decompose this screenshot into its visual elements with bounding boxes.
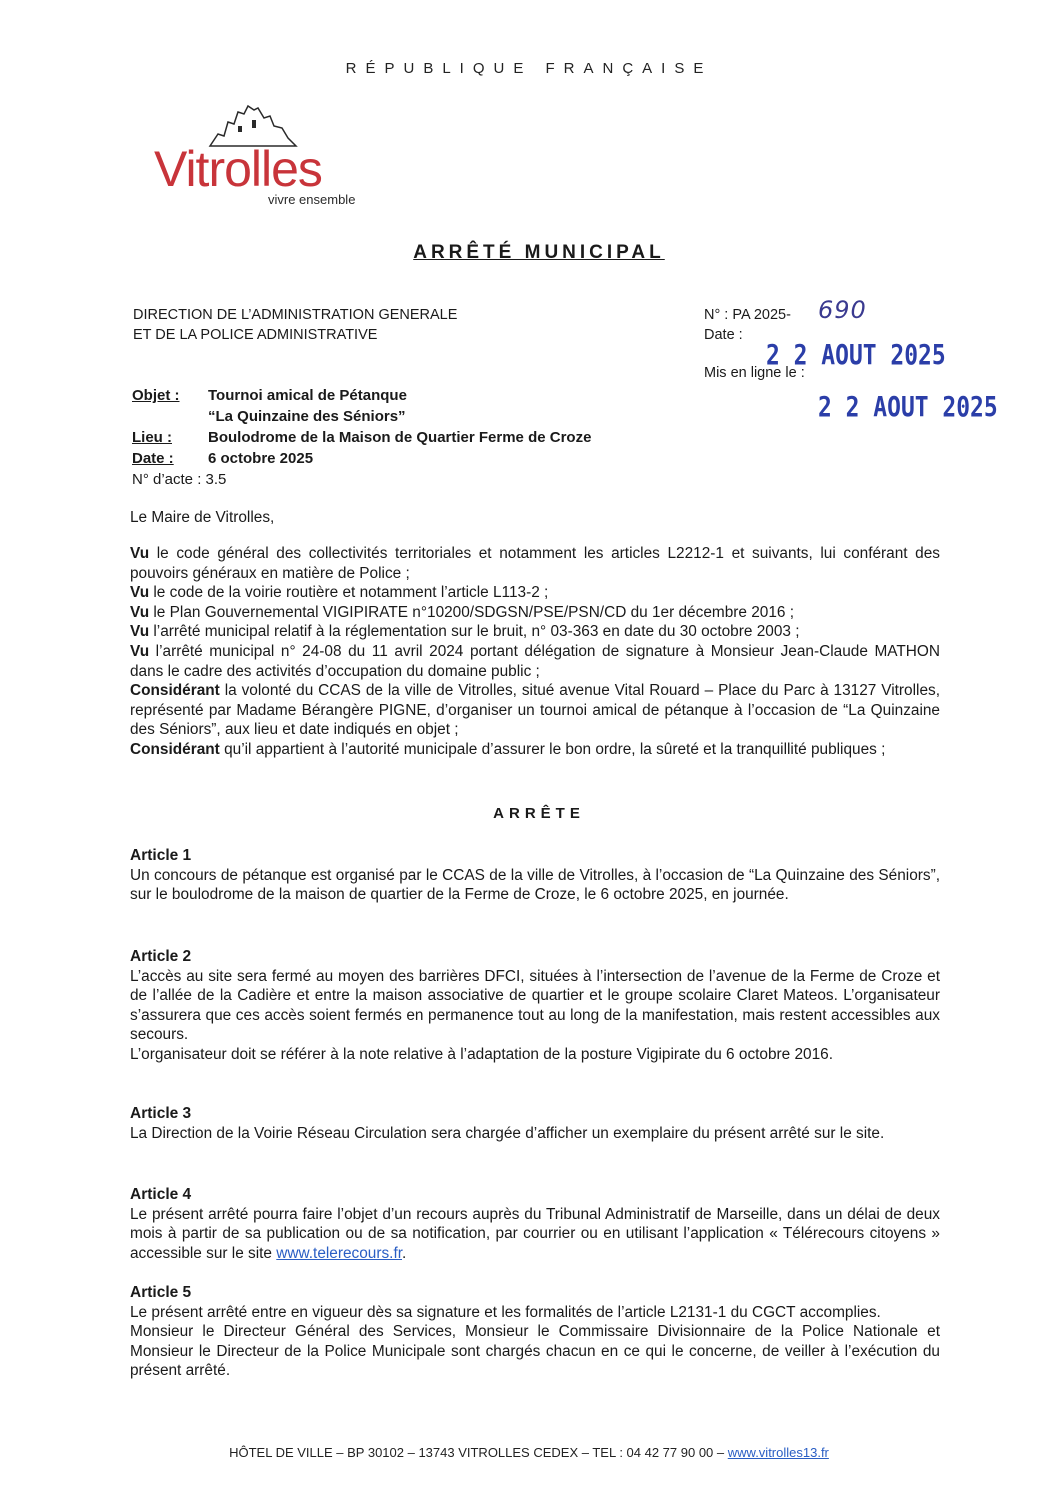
objet-label: Objet : [132, 387, 180, 404]
consideration: Vu le Plan Gouvernemental VIGIPIRATE n°10200/SDGSN/PSE/PSN/CD du 1er décembre 2016 ; [130, 603, 795, 621]
article-2 [130, 947, 940, 1065]
article-title: Article 2 [130, 948, 192, 965]
article-paragraph: Un concours de pétanque est organisé par le CCAS de la ville de Vitrolles, à l’occasion de “La Quinzaine des Séniors”, sur le boulodrome de la maison de quartier de la Ferme de Croze, le 6 octobre 2025, en journée. [130, 866, 940, 904]
telerecours-link[interactable]: www.telerecours.fr [276, 1244, 403, 1262]
consideration: Vu l’arrêté municipal n° 24-08 du 11 avril 2024 portant délégation de signature à Monsieur Jean-Claude MATHON dans le cadre des activités d’occupation du domaine public ; [130, 642, 940, 680]
vitrolles-website-link[interactable]: www.vitrolles13.fr [727, 1445, 829, 1460]
article-title: Article 3 [130, 1105, 192, 1122]
article-paragraph: Le présent arrêté entre en vigueur dès sa signature et les formalités de l’article L2131-1 du CGCT accomplies. [130, 1303, 881, 1321]
vitrolles-logo [150, 104, 410, 207]
footer-address: HÔTEL DE VILLE – BP 30102 – 13743 VITROLLES CEDEX – TEL : 04 42 77 90 00 – [229, 1445, 728, 1460]
republique-header: RÉPUBLIQUE FRANÇAISE [345, 60, 713, 77]
reference-date-label: Date : [704, 327, 743, 343]
objet-value: Tournoi amical de Pétanque [208, 387, 407, 404]
article-paragraph: L’organisateur doit se référer à la note relative à l’adaptation de la posture Vigipirate du 6 octobre 2016. [130, 1045, 834, 1063]
date-stamp: 2 2 AOUT 2025 [766, 338, 946, 371]
intro-line [130, 508, 940, 528]
article-1 [130, 846, 940, 905]
article-3 [130, 1104, 940, 1143]
article-paragraph: Le présent arrêté pourra faire l’objet d’un recours auprès du Tribunal Administratif de Marseille, dans un délai de deux mois à partir de sa publication ou de sa notification, par courrier ou en utilisant l’application « Télérecours citoyens » accessible sur le site www.telerecours.fr. [130, 1205, 940, 1262]
article-paragraph: L’accès au site sera fermé au moyen des barrières DFCI, situées à l’intersection de l’avenue de la Ferme de Croze et de l’allée de la Cadière et entre la maison associative de quartier et le groupe scolaire Claret Mateos. L’organisateur s’assurera que ces accès soient fermés en permanence tout au long de la manifestation, mais restent accessibles aux secours. [130, 967, 940, 1044]
direction-block [133, 305, 457, 345]
considerations-block [130, 544, 940, 760]
lieu-value: Boulodrome de la Maison de Quartier Ferme de Croze [208, 429, 592, 446]
arrete-heading: ARRÊTE [493, 805, 585, 822]
lieu-label: Lieu : [132, 429, 172, 446]
date-label: Date : [132, 450, 174, 467]
article-paragraph: Monsieur le Directeur Général des Services, Monsieur le Commissaire Divisionnaire de la Police Nationale et Monsieur le Directeur de la Police Municipale sont chargés chacun en ce qui le concerne, de veiller à l’exécution du présent arrêté. [130, 1323, 940, 1380]
consideration: Vu le code général des collectivités territoriales et notamment les articles L2212-1 et suivants, lui conférant des pouvoirs généraux en matière de Police ; [130, 545, 940, 582]
consideration: Considérant la volonté du CCAS de la ville de Vitrolles, situé avenue Vital Rouard – Place du Parc à 13127 Vitrolles, représenté par Madame Bérangère PIGNE, d’organiser un tournoi amical de pétanque à l’occasion de “La Quinzaine des Séniors”, aux lieu et date indiqués en objet ; [130, 682, 940, 739]
reference-number-label: N° : PA 2025- [704, 307, 791, 323]
article-4 [130, 1185, 940, 1263]
date-value: 6 octobre 2025 [208, 450, 314, 467]
subject-block [132, 385, 591, 490]
logo-tagline: vivre ensemble [268, 192, 356, 207]
acte-number: N° d’acte : 3.5 [132, 471, 227, 488]
handwritten-number: 690 [818, 296, 867, 324]
consideration: Vu l’arrêté municipal relatif à la réglementation sur le bruit, n° 03-363 en date du 30 octobre 2003 ; [130, 623, 800, 641]
article-title: Article 5 [130, 1284, 192, 1301]
footer [0, 1445, 1058, 1460]
document-title: ARRÊTÉ MUNICIPAL [413, 242, 665, 263]
consideration: Considérant qu’il appartient à l’autorité municipale d’assurer le bon ordre, la sûreté et la tranquillité publiques ; [130, 740, 886, 758]
objet-value-2: “La Quinzaine des Séniors” [208, 408, 406, 425]
online-date-stamp: 2 2 AOUT 2025 [818, 390, 998, 423]
article-paragraph: La Direction de la Voirie Réseau Circulation sera chargée d’afficher un exemplaire du présent arrêté sur le site. [130, 1124, 885, 1142]
direction-line-1: DIRECTION DE L’ADMINISTRATION GENERALE [133, 307, 458, 323]
logo-wordmark: Vitrolles [154, 141, 322, 197]
mayor-intro: Le Maire de Vitrolles, [130, 509, 275, 526]
online-label: Mis en ligne le : [704, 365, 805, 381]
article-5 [130, 1283, 940, 1381]
article-title: Article 1 [130, 847, 192, 864]
direction-line-2: ET DE LA POLICE ADMINISTRATIVE [133, 327, 378, 343]
article-title: Article 4 [130, 1186, 192, 1203]
consideration: Vu le code de la voirie routière et notamment l’article L113-2 ; [130, 584, 549, 602]
